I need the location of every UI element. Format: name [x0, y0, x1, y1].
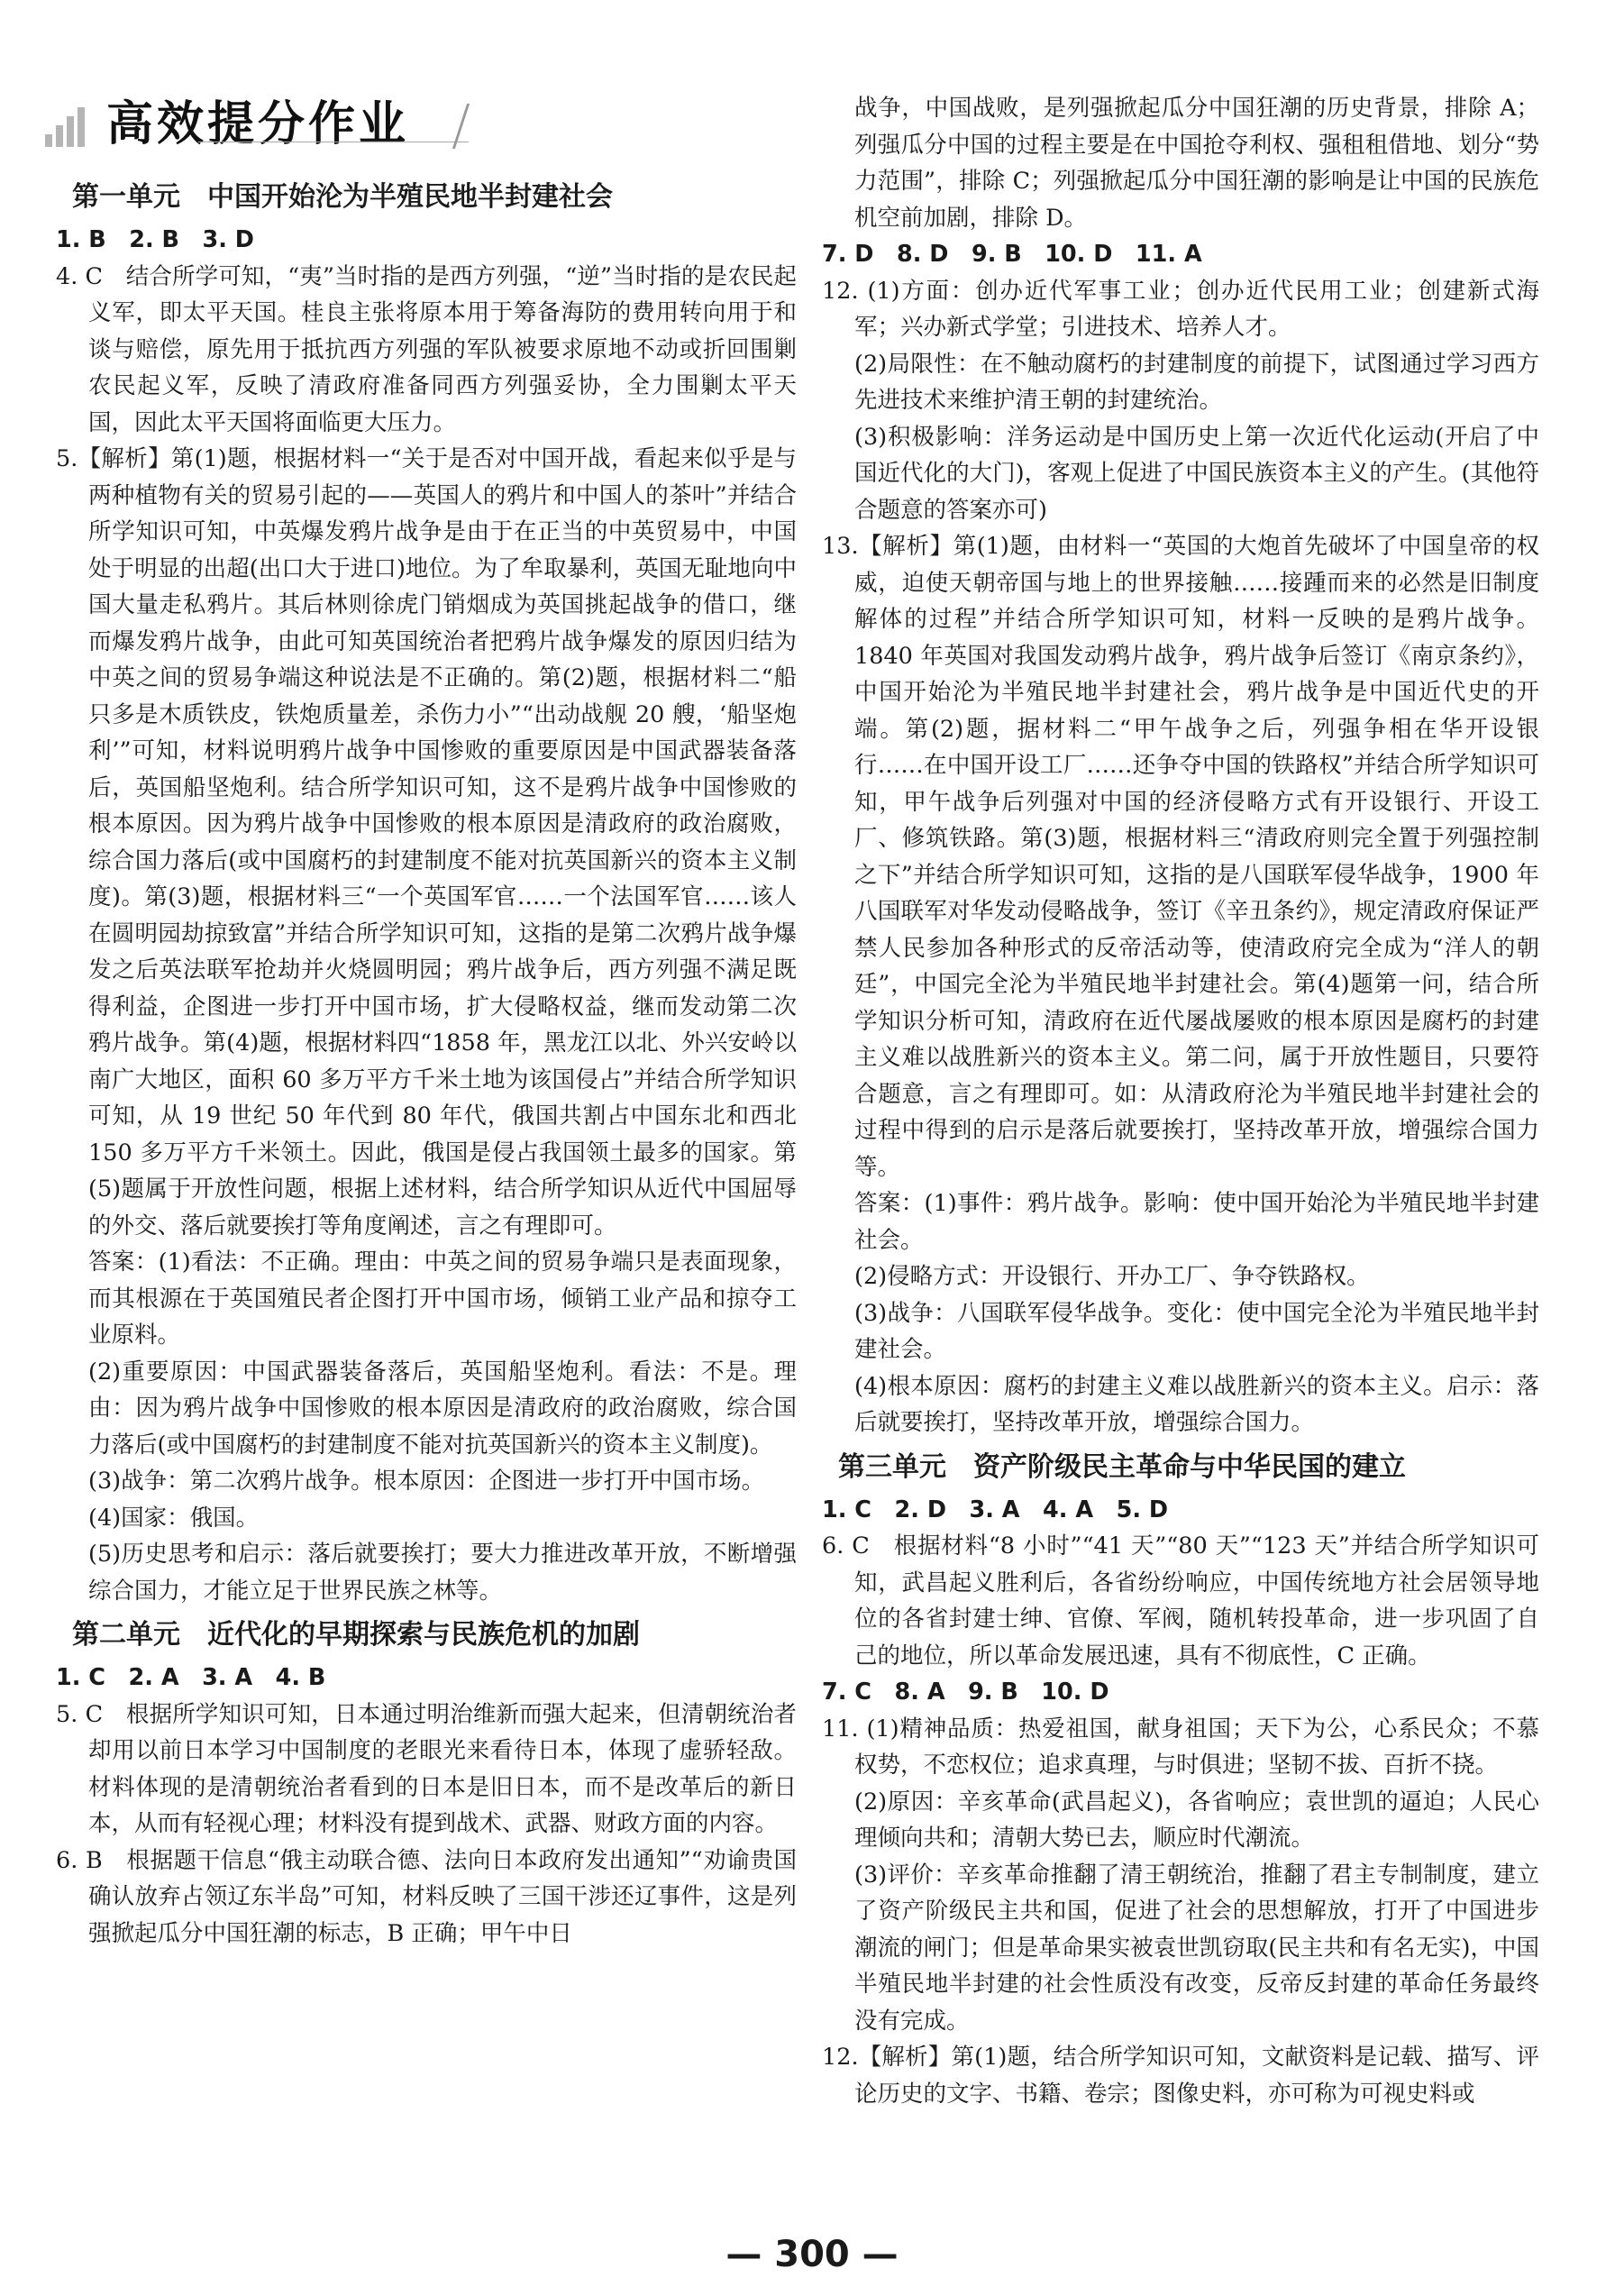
bar-chart-icon	[45, 104, 99, 147]
page-number: — 300 —	[725, 2234, 899, 2275]
left-column	[56, 171, 797, 1952]
answer-item: 11. (1)精神品质：热爱祖国，献身祖国；天下为公，心系民众；不慕权势，不恋权位；追求真理，与时俱进；坚韧不拔、百折不挠。	[822, 1715, 1539, 1779]
answer-item: (3)战争：第二次鸦片战争。根本原因：企图进一步打开中国市场。	[88, 1468, 765, 1495]
question-explanation: 6. C 根据材料“8 小时”“41 天”“80 天”“123 天”并结合所学知识可知，武昌起义胜利后，各省纷纷响应，中国传统地方社会居领导地位的各省封建士绅、官僚、军阀，随机转投革命，进一步巩固了自己的地位，所以革命发展迅速，具有不彻底性，C 正确。	[822, 1532, 1539, 1669]
answer-line: 1. C 2. A 3. A 4. B	[56, 1664, 326, 1691]
answer-line: 7. C 8. A 9. B 10. D	[822, 1679, 1109, 1706]
answer-line: 7. D 8. D 9. B 10. D 11. A	[822, 241, 1202, 268]
section-title: 高效提分作业	[106, 97, 410, 151]
answer-item: (2)局限性：在不触动腐朽的封建制度的前提下，试图通过学习西方先进技术来维护清王朝的封建统治。	[854, 350, 1539, 414]
answer-line: 1. C 2. D 3. A 4. A 5. D	[822, 1496, 1169, 1523]
question-explanation: 5. C 根据所学知识可知，日本通过明治维新而强大起来，但清朝统治者却用以前日本学习中国制度的老眼光来看待日本，体现了虚骄轻敌。材料体现的是清朝统治者看到的日本是旧日本，而不是改革后的新日本，从而有轻视心理；材料没有提到战术、武器、财政方面的内容。	[56, 1700, 797, 1837]
question-explanation-continued: 战争，中国战败，是列强掀起瓜分中国狂潮的历史背景，排除 A；列强瓜分中国的过程主要是在中国抢夺利权、强租租借地、划分“势力范围”，排除 C；列强掀起瓜分中国狂潮的影响是让中国的民族危机空前加剧，排除 D。	[854, 95, 1539, 232]
answer-item: (4)国家：俄国。	[88, 1504, 260, 1532]
answer-item: (3)评价：辛亥革命推翻了清王朝统治，推翻了君主专制制度，建立了资产阶级民主共和国，促进了社会的思想解放，打开了中国进步潮流的闸门；但是革命果实被袁世凯窃取(民主共和有名无实)，中国半殖民地半封建的社会性质没有改变，反帝反封建的革命任务最终没有完成。	[854, 1861, 1539, 2035]
section-logo	[45, 86, 442, 149]
answer-item: (4)根本原因：腐朽的封建主义难以战胜新兴的资本主义。启示：落后就要挨打，坚持改革开放，增强综合国力。	[854, 1372, 1539, 1436]
answer-item: (2)侵略方式：开设银行、开办工厂、争夺铁路权。	[854, 1263, 1370, 1290]
title-underline	[198, 142, 469, 146]
question-explanation: 6. B 根据题干信息“俄主动联合德、法向日本政府发出通知”“劝谕贵国确认放弃占领辽东半岛”可知，材料反映了三国干涉还辽事件，这是列强掀起瓜分中国狂潮的标志，B 正确；甲午中日	[56, 1846, 797, 1947]
answer-item: 答案：(1)事件：鸦片战争。影响：使中国开始沦为半殖民地半封建社会。	[854, 1190, 1539, 1254]
answer-item: (3)战争：八国联军侵华战争。变化：使中国完全沦为半殖民地半封建社会。	[854, 1299, 1539, 1363]
answer-item: (2)原因：辛亥革命(武昌起义)，各省响应；袁世凯的逼迫；人民心理倾向共和；清朝大势已去，顺应时代潮流。	[854, 1788, 1539, 1852]
answer-item: (2)重要原因：中国武器装备落后，英国船坚炮利。看法：不是。理由：因为鸦片战争中国惨败的根本原因是清政府的政治腐败，综合国力落后(或中国腐朽的封建制度不能对抗英国新兴的资本主义制度)。	[88, 1358, 797, 1459]
answer-item: (5)历史思考和启示：落后就要挨打；要大力推进改革开放，不断增强综合国力，才能立足于世界民族之林等。	[88, 1541, 797, 1605]
answer-item: (3)积极影响：洋务运动是中国历史上第一次近代化运动(开启了中国近代化的大门)，客观上促进了中国民族资本主义的产生。(其他符合题意的答案亦可)	[854, 423, 1539, 524]
right-column	[822, 90, 1539, 2112]
unit-heading: 第三单元 资产阶级民主革命与中华民国的建立	[838, 1450, 1406, 1483]
question-analysis: 5.【解析】第(1)题，根据材料一“关于是否对中国开战，看起来似乎是与两种植物有关的贸易引起的——英国人的鸦片和中国人的茶叶”并结合所学知识可知，中英爆发鸦片战争是由于在正当的中英贸易中，中国处于明显的出超(出口大于进口)地位。为了牟取暴利，英国无耻地向中国大量走私鸦片。其后林则徐虎门销烟成为英国挑起战争的借口，继而爆发鸦片战争，由此可知英国统治者把鸦片战争爆发的原因归结为中英之间的贸易争端这种说法是不正确的。第(2)题，根据材料二“船只多是木质铁皮，铁炮质量差，杀伤力小”“出动战舰 20 艘，‘船坚炮利’”可知，材料说明鸦片战争中国惨败的重要原因是中国武器装备落后，英国船坚炮利。结合所学知识可知，这不是鸦片战争中国惨败的根本原因。因为鸦片战争中国惨败的根本原因是清政府的政治腐败，综合国力落后(或中国腐朽的封建制度不能对抗英国新兴的资本主义制度)。第(3)题，根据材料三“一个英国军官……一个法国军官……该人在圆明园劫掠致富”并结合所学知识可知，这指的是第二次鸦片战争爆发之后英法联军抢劫并火烧圆明园；鸦片战争后，西方列强不满足既得利益，企图进一步打开中国市场，扩大侵略权益，继而发动第二次鸦片战争。第(4)题，根据材料四“1858 年，黑龙江以北、外兴安岭以南广大地区，面积 60 多万平方千米土地为该国侵占”并结合所学知识可知，从 19 世纪 50 年代到 80 年代，俄国共割占中国东北和西北 150 多万平方千米领土。因此，俄国是侵占我国领土最多的国家。第(5)题属于开放性问题，根据上述材料，结合所学知识从近代中国屈辱的外交、落后就要挨打等角度阐述，言之有理即可。	[56, 445, 797, 1239]
question-analysis: 13.【解析】第(1)题，由材料一“英国的大炮首先破坏了中国皇帝的权威，迫使天朝帝国与地上的世界接触……接踵而来的必然是旧制度解体的过程”并结合所学知识可知，材料一反映的是鸦片战争。1840 年英国对我国发动鸦片战争，鸦片战争后签订《南京条约》，中国开始沦为半殖民地半封建社会，鸦片战争是中国近代史的开端。第(2)题，据材料二“甲午战争之后，列强争相在华开设银行……在中国开设工厂……还争夺中国的铁路权”并结合所学知识可知，甲午战争后列强对中国的经济侵略方式有开设银行、开设工厂、修筑铁路。第(3)题，根据材料三“清政府则完全置于列强控制之下”并结合所学知识可知，这指的是八国联军侵华战争，1900 年八国联军对华发动侵略战争，签订《辛丑条约》，规定清政府保证严禁人民参加各种形式的反帝活动等，使清政府完全成为“洋人的朝廷”，中国完全沦为半殖民地半封建社会。第(4)题第一问，结合所学知识分析可知，清政府在近代屡战屡败的根本原因是腐朽的封建主义难以战胜新兴的资本主义。第二问，属于开放性题目，只要符合题意，言之有理即可。如：从清政府沦为半殖民地半封建社会的过程中得到的启示是落后就要挨打，坚持改革开放，增强综合国力等。	[822, 533, 1539, 1181]
answer-item: 答案：(1)看法：不正确。理由：中英之间的贸易争端只是表面现象，而其根源在于英国殖民者企图打开中国市场，倾销工业产品和掠夺工业原料。	[88, 1249, 797, 1349]
answer-line: 1. B 2. B 3. D	[56, 226, 254, 253]
question-explanation: 4. C 结合所学可知，“夷”当时指的是西方列强，“逆”当时指的是农民起义军，即太平天国。桂良主张将原本用于筹备海防的费用转向用于和谈与赔偿，原先用于抵抗西方列强的军队被要求原地不动或折回围剿农民起义军，反映了清政府准备同西方列强妥协，全力围剿太平天国，因此太平天国将面临更大压力。	[56, 262, 797, 436]
unit-heading: 第二单元 近代化的早期探索与民族危机的加剧	[72, 1619, 640, 1651]
unit-heading: 第一单元 中国开始沦为半殖民地半封建社会	[72, 181, 613, 213]
question-analysis: 12.【解析】第(1)题，结合所学知识可知，文献资料是记载、描写、评论历史的文字、书籍、卷宗；图像史料，亦可称为可视史料或	[822, 2044, 1539, 2108]
answer-item: 12. (1)方面：创办近代军事工业；创办近代民用工业；创建新式海军；兴办新式学堂；引进技术、培养人才。	[822, 277, 1539, 341]
